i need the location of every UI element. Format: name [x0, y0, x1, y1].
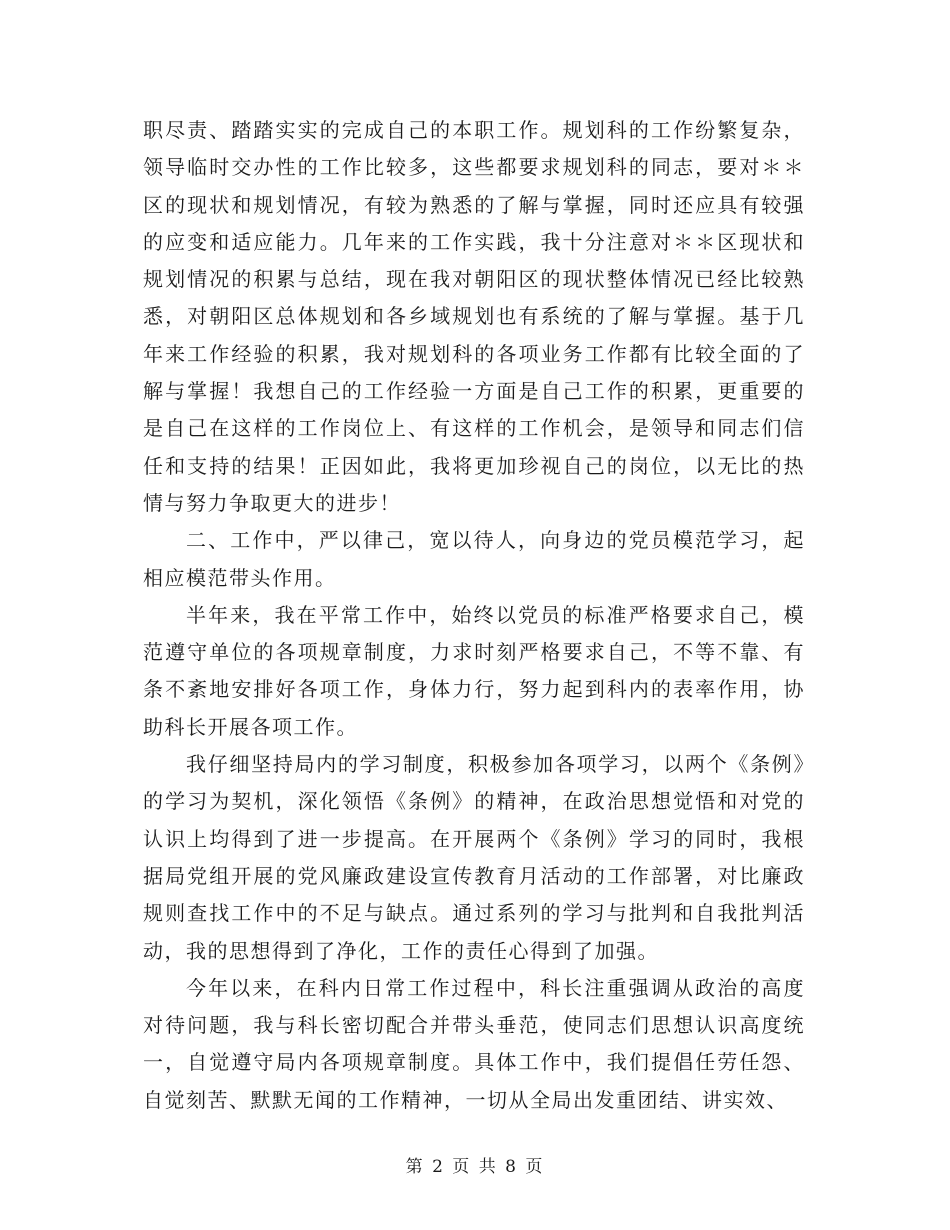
paragraph-heading-two: 二、工作中，严以律己，宽以待人，向身边的党员模范学习，起相应模范带头作用。 [143, 528, 805, 590]
paragraph: 半年来，我在平常工作中，始终以党员的标准严格要求自己，模范遵守单位的各项规章制度，力求时刻严格要求自己，不等不靠、有条不紊地安排好各项工作，身体力行，努力起到科内的表率作用，协助科长开展各项工作。 [143, 602, 805, 739]
document-body [143, 112, 805, 1119]
paragraph: 今年以来，在科内日常工作过程中，科长注重强调从政治的高度对待问题，我与科长密切配合并带头垂范，使同志们思想认识高度统一，自觉遵守局内各项规章制度。具体工作中，我们提倡任劳任怨、自觉刻苦、默默无闻的工作精神，一切从全局出发重团结、讲实效、 [143, 975, 805, 1112]
page-number-footer: 第 2 页 共 8 页 [405, 1157, 545, 1177]
paragraph-continuation: 职尽责、踏踏实实的完成自己的本职工作。规划科的工作纷繁复杂，领导临时交办性的工作比较多，这些都要求规划科的同志，要对＊＊区的现状和规划情况，有较为熟悉的了解与掌握，同时还应具有较强的应变和适应能力。几年来的工作实践，我十分注意对＊＊区现状和规划情况的积累与总结，现在我对朝阳区的现状整体情况已经比较熟悉，对朝阳区总体规划和各乡域规划也有系统的了解与掌握。基于几年来工作经验的积累，我对规划科的各项业务工作都有比较全面的了解与掌握！我想自己的工作经验一方面是自己工作的积累，更重要的是自己在这样的工作岗位上、有这样的工作机会，是领导和同志们信任和支持的结果！正因如此，我将更加珍视自己的岗位，以无比的热情与努力争取更大的进步！ [143, 118, 805, 515]
paragraph: 我仔细坚持局内的学习制度，积极参加各项学习，以两个《条例》的学习为契机，深化领悟《条例》的精神，在政治思想觉悟和对党的认识上均得到了进一步提高。在开展两个《条例》学习的同时，我根据局党组开展的党风廉政建设宣传教育月活动的工作部署，对比廉政规则查找工作中的不足与缺点。通过系列的学习与批判和自我批判活动，我的思想得到了净化，工作的责任心得到了加强。 [143, 752, 805, 963]
